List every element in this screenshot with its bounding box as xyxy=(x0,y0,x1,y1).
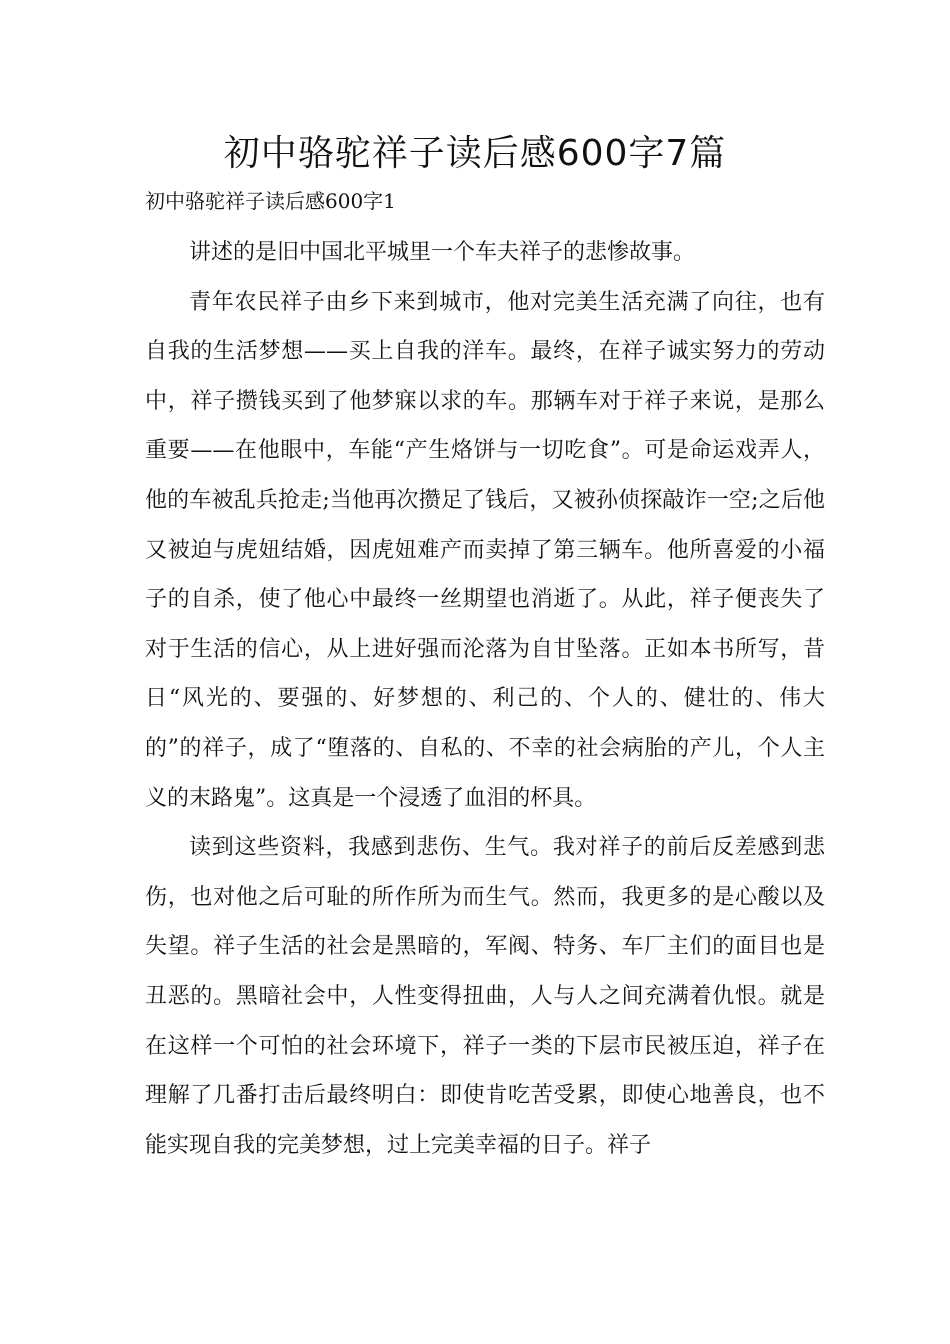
paragraph: 讲述的是旧中国北平城里一个车夫祥子的悲惨故事。 xyxy=(189,240,696,265)
paragraph: 读到这些资料，我感到悲伤、生气。我对祥子的前后反差感到悲伤，也对他之后可耻的所作所为而生气。然而，我更多的是心酸以及失望。祥子生活的社会是黑暗的，军阀、特务、车厂主们的面目也是丑恶的。黑暗社会中，人性变得扭曲，人与人之间充满着仇恨。就是在这样一个可怕的社会环境下，祥子一类的下层市民被压迫，祥子在理解了几番打击后最终明白：即使肯吃苦受累，即使心地善良，也不能实现自我的完美梦想，过上完美幸福的日子。祥子 xyxy=(145,835,825,1158)
document-title: 初中骆驼祥子读后感600字7篇 xyxy=(223,133,727,174)
paragraph: 青年农民祥子由乡下来到城市，他对完美生活充满了向往，也有自我的生活梦想——买上自我的洋车。最终，在祥子诚实努力的劳动中，祥子攒钱买到了他梦寐以求的车。那辆车对于祥子来说，是那么重要——在他眼中，车能“产生烙饼与一切吃食”。可是命运戏弄人，他的车被乱兵抢走;当他再次攒足了钱后，又被孙侦探敲诈一空;之后他又被迫与虎妞结婚，因虎妞难产而卖掉了第三辆车。他所喜爱的小福子的自杀，使了他心中最终一丝期望也消逝了。从此，祥子便丧失了对于生活的信心，从上进好强而沦落为自甘坠落。正如本书所写，昔日“风光的、要强的、好梦想的、利己的、个人的、健壮的、伟大的”的祥子，成了“堕落的、自私的、不幸的社会病胎的产儿，个人主义的末路鬼”。这真是一个浸透了血泪的杯具。 xyxy=(145,289,825,811)
document-body xyxy=(145,228,825,1170)
section-subheading: 初中骆驼祥子读后感600字1 xyxy=(145,189,396,213)
